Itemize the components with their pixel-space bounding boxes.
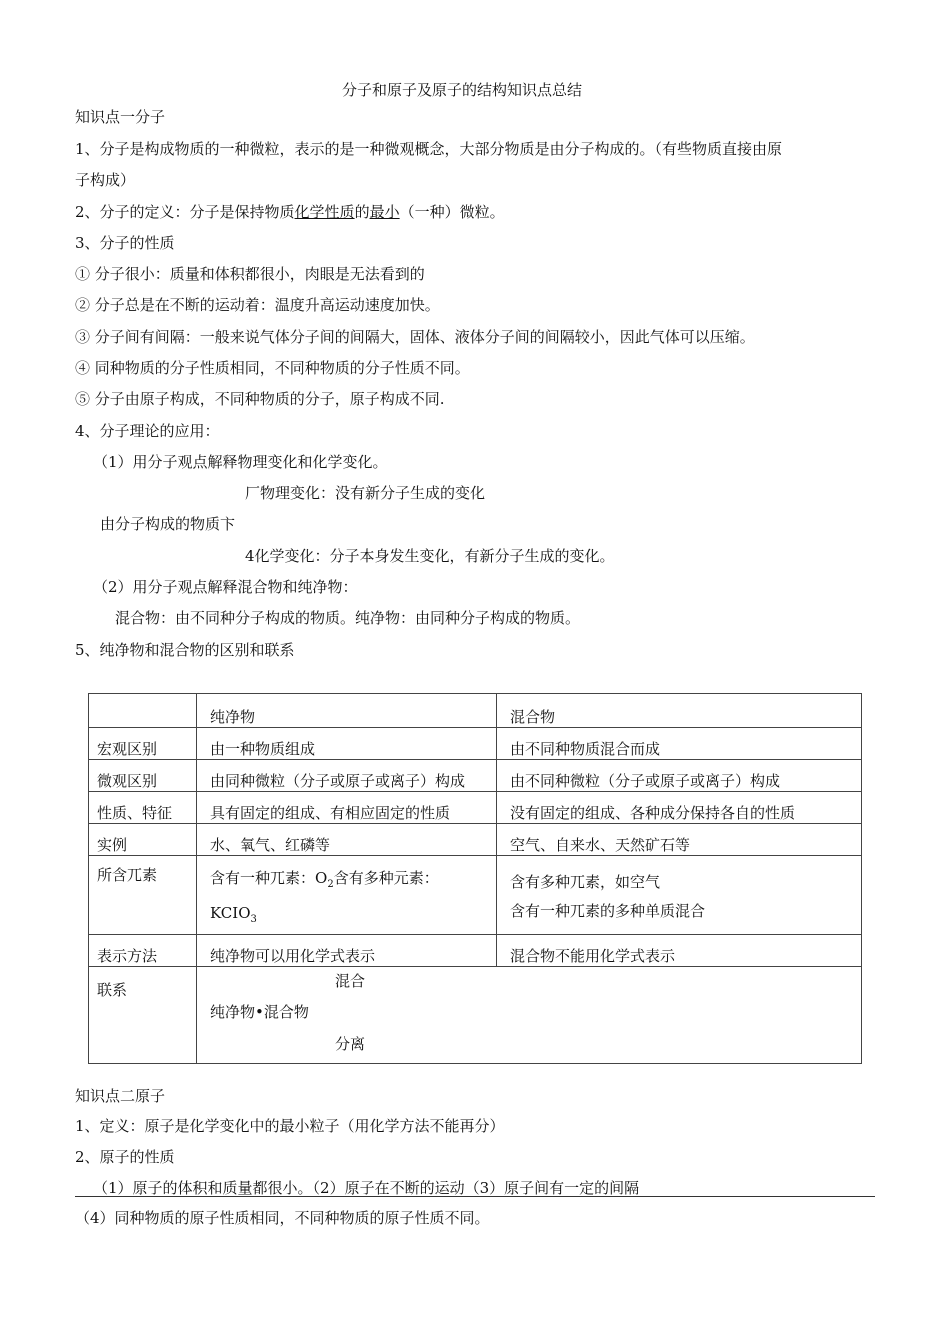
table-cell: 空气、自来水、天然矿石等	[497, 824, 862, 856]
table-cell: 由不同种物质混合而成	[497, 728, 862, 760]
table-cell: 表示方法	[89, 935, 197, 967]
property-item: ⑤ 分子由原子构成，不同种物质的分子，原子构成不同.	[75, 390, 445, 408]
table-cell	[89, 694, 197, 728]
table-header-row	[89, 694, 862, 728]
relation-diagram	[197, 967, 862, 1064]
atom-properties-4: （4）同种物质的原子性质相同，不同种物质的原子性质不同。	[75, 1209, 490, 1227]
table-cell: 性质、特征	[89, 792, 197, 824]
section-heading-molecule: 知识点一分子	[75, 108, 166, 126]
table-cell: 混合物不能用化学式表示	[497, 935, 862, 967]
table-row	[89, 792, 862, 824]
table-row-relation	[89, 967, 862, 1064]
table-cell: 纯净物可以用化学式表示	[197, 935, 497, 967]
comparison-table	[88, 693, 862, 1064]
application-1: （1）用分子观点解释物理变化和化学变化。	[93, 453, 388, 471]
relation-separate: 分离	[335, 1035, 366, 1053]
table-row	[89, 760, 862, 792]
paragraph-1b: 子构成）	[75, 171, 136, 189]
formula-kclo: KCIO	[210, 904, 251, 922]
property-item: ④ 同种物质的分子性质相同，不同种物质的分子性质不同。	[75, 359, 470, 377]
section-heading-atom: 知识点二原子	[75, 1087, 166, 1105]
elements-pure-one: 含有一种兀素：O	[210, 869, 328, 887]
table-cell: 微观区别	[89, 760, 197, 792]
paragraph-1a: 1、分子是构成物质的一种微粒，表示的是一种微观概念，大部分物质是由分子构成的。（有些物质直接由原	[75, 140, 783, 158]
from-molecule: 由分子构成的物质卞	[100, 515, 236, 533]
subscript: 3	[250, 914, 257, 925]
underline-smallest: 最小	[369, 203, 400, 221]
definition-suffix: （一种）微粒。	[399, 203, 505, 221]
paragraph-3: 3、分子的性质	[75, 234, 175, 252]
chemical-change: 4化学变化：分子本身发生变化，有新分子生成的变化。	[245, 547, 615, 565]
elements-mix-line: 含有多种兀素，如空气	[510, 873, 661, 891]
table-cell: 由同种微粒（分子或原子或离子）构成	[197, 760, 497, 792]
table-row	[89, 824, 862, 856]
table-row	[89, 935, 862, 967]
underline-chemical-property: 化学性质	[294, 203, 355, 221]
table-cell: 宏观区别	[89, 728, 197, 760]
atom-properties-1-3: （1）原子的体积和质量都很小。（2）原子在不断的运动（3）原子间有一定的间隔	[93, 1179, 640, 1197]
physical-change: 厂物理变化：没有新分子生成的变化	[245, 484, 486, 502]
relation-mix: 混合	[335, 972, 366, 990]
property-item: ① 分子很小：质量和体积都很小，肉眼是无法看到的	[75, 265, 425, 283]
table-header-pure: 纯净物	[197, 694, 497, 728]
table-cell-elements-pure	[197, 856, 497, 935]
table-row	[89, 728, 862, 760]
subscript: 2	[327, 879, 334, 890]
table-cell: 水、氧气、红磷等	[197, 824, 497, 856]
table-cell: 实例	[89, 824, 197, 856]
mixture-pure-definition: 混合物：由不同种分子构成的物质。纯净物：由同种分子构成的物质。	[115, 609, 581, 627]
atom-properties-heading: 2、原子的性质	[75, 1148, 175, 1166]
property-item: ② 分子总是在不断的运动着：温度升高运动速度加快。	[75, 296, 440, 314]
paragraph-2	[75, 202, 505, 222]
divider	[75, 1196, 875, 1197]
paragraph-4: 4、分子理论的应用：	[75, 422, 220, 440]
table-cell: 由一种物质组成	[197, 728, 497, 760]
table-cell: 由不同种微粒（分子或原子或离子）构成	[497, 760, 862, 792]
atom-definition: 1、定义：原子是化学变化中的最小粒子（用化学方法不能再分）	[75, 1117, 505, 1135]
definition-prefix: 2、分子的定义：分子是保持物质	[75, 203, 295, 221]
property-item: ③ 分子间有间隔：一般来说气体分子间的间隔大，固体、液体分子间的间隔较小，因此气体可以压缩。	[75, 328, 755, 346]
paragraph-5: 5、纯净物和混合物的区别和联系	[75, 641, 295, 659]
elements-mix-line: 含有一种兀素的多种单质混合	[510, 902, 706, 920]
application-2: （2）用分子观点解释混合物和纯净物：	[93, 578, 358, 596]
page-title: 分子和原子及原子的结构知识点总结	[342, 81, 583, 99]
table-cell: 所含兀素	[89, 856, 197, 935]
table-cell: 联系	[89, 967, 197, 1064]
table-header-mixture: 混合物	[497, 694, 862, 728]
table-row-elements	[89, 856, 862, 935]
definition-mid: 的	[354, 203, 370, 221]
table-cell: 具有固定的组成、有相应固定的性质	[197, 792, 497, 824]
relation-pure-mixture: 纯净物•混合物	[210, 1003, 309, 1021]
elements-pure-many: 含有多种元素：	[333, 869, 439, 887]
table-cell-elements-mixture	[497, 856, 862, 935]
table-cell: 没有固定的组成、各种成分保持各自的性质	[497, 792, 862, 824]
